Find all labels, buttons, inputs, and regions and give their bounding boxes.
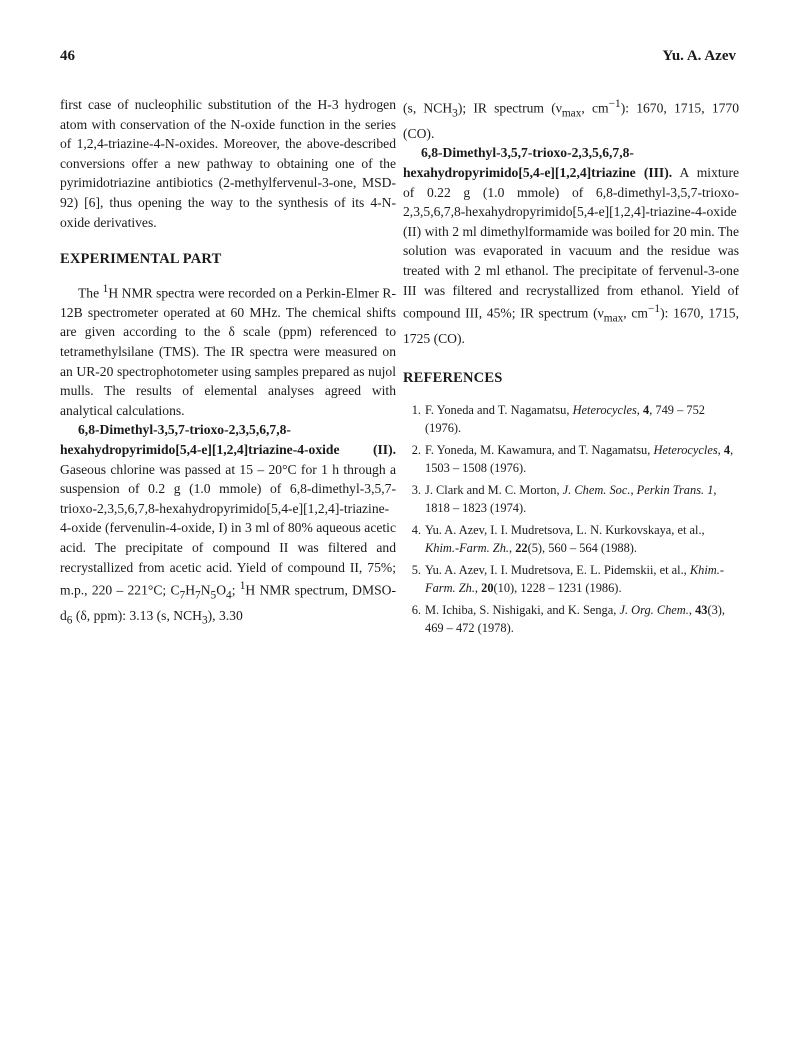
methods-paragraph: The $^1$H NMR spectra were recorded on a Perkin-Elmer R-12B spectrometer operated at 60 MHz. The chemical shifts are given according to the δ scale (ppm) referenced to tetramethylsilane (TMS). The IR spectra were measured on an UR-20 spectrophotometer using samples prepared as nujol mulls. The results of elemental analyses agreed with analytical calculations. [60, 282, 396, 418]
reference-item: 3. J. Clark and M. C. Morton, J. Chem. Soc., Perkin Trans. 1, 1818 – 1823 (1974). [411, 483, 717, 515]
references-heading: REFERENCES [403, 369, 503, 386]
reference-item: 5. Yu. A. Azev, I. I. Mudretsova, E. L. Pidemskii, et al., Khim.-Farm. Zh., 20(10), 1228 – 1231 (1986). [411, 563, 724, 595]
running-head: Yu. A. Azev [662, 48, 736, 64]
compound-ii-title: 6,8-Dimethyl-3,5,7-trioxo-2,3,5,6,7,8-hexahydropyrimido[5,4-e][1,2,4]triazine-4-oxide (II). [60, 422, 396, 458]
reference-item: 2. F. Yoneda, M. Kawamura, and T. Nagamatsu, Heterocycles, 4, 1503 – 1508 (1976). [411, 443, 734, 475]
compound-iii-title: 6,8-Dimethyl-3,5,7-trioxo-2,3,5,6,7,8-hexahydropyrimido[5,4-e][1,2,4]triazine (III). [403, 145, 673, 181]
intro-paragraph: first case of nucleophilic substitution of the H-3 hydrogen atom with conservation of the N-oxide function in the series of 1,2,4-triazine-4-N-oxides. Moreover, the above-described conversions offer a new pathway to obtaining one of the pyrimidotriazine antibiotics (2-methylfervenul-3-one, MSD-92) [6], thus opening the way to the synthesis of its 4-N-oxide derivatives. [60, 97, 396, 230]
references-list [403, 402, 739, 637]
left-column [60, 95, 396, 631]
experimental-heading: EXPERIMENTAL PART [60, 251, 222, 268]
compound-ii-continuation: (s, $NCH_3$); IR spectrum ($\nu_{max}$, $cm^{-1}$): 1670, 1715, 1770 (CO). [403, 98, 740, 141]
reference-item: 1. F. Yoneda and T. Nagamatsu, Heterocycles, 4, 749 – 752 (1976). [411, 403, 705, 435]
page-number: 46 [60, 48, 75, 64]
reference-item: 4. Yu. A. Azev, I. I. Mudretsova, L. N. Kurkovskaya, et al., Khim.-Farm. Zh., 22(5), 560 – 564 (1988). [411, 523, 705, 555]
compound-ii-paragraph: 6,8-Dimethyl-3,5,7-trioxo-2,3,5,6,7,8-hexahydropyrimido[5,4-e][1,2,4]triazine-4-oxide (II). Gaseous chlorine was passed at 15 – 20°C for 1 h through a suspension of 0.2 g (1.0 mmole) of 6,8-dimethyl-3,5,7-trioxo-2,3,5,6,7,8-hexahydropyrimido[5,4-e][1,2,4]-triazine-4-oxide (fervenulin-4-oxide, I) in 3 ml of 80% aqueous acetic acid. The precipitate of compound II was filtered and recrystallized from acetic acid. Yield of compound II, 75%; m.p., 220 – 221°C; $C_7H_7N_5O_4$; $^1$H NMR spectrum, DMSO-$d_6$ (δ, ppm): 3.13 (s, $NCH_3$), 3.30 [60, 422, 396, 627]
reference-item: 6. M. Ichiba, S. Nishigaki, and K. Senga, J. Org. Chem., 43(3), 469 – 472 (1978). [411, 603, 725, 635]
right-column [403, 95, 739, 642]
compound-iii-paragraph: 6,8-Dimethyl-3,5,7-trioxo-2,3,5,6,7,8-hexahydropyrimido[5,4-e][1,2,4]triazine (III). A mixture of 0.22 g (1.0 mmole) of 6,8-dimethyl-3,5,7-trioxo-2,3,5,6,7,8-hexahydropyrimido[5,4-e][1,2,4]-triazine-4-oxide (II) with 2 ml dimethylformamide was boiled for 20 min. The solution was evaporated in vacuum and the residue was treated with 2 ml ethanol. The precipitate of fervenul-3-one III was filtered and recrystallized from ethanol. Yield of compound III, 45%; IR spectrum ($\nu_{max}$, $cm^{-1}$): 1670, 1715, 1725 (CO). [403, 145, 739, 347]
page-header [60, 48, 736, 68]
